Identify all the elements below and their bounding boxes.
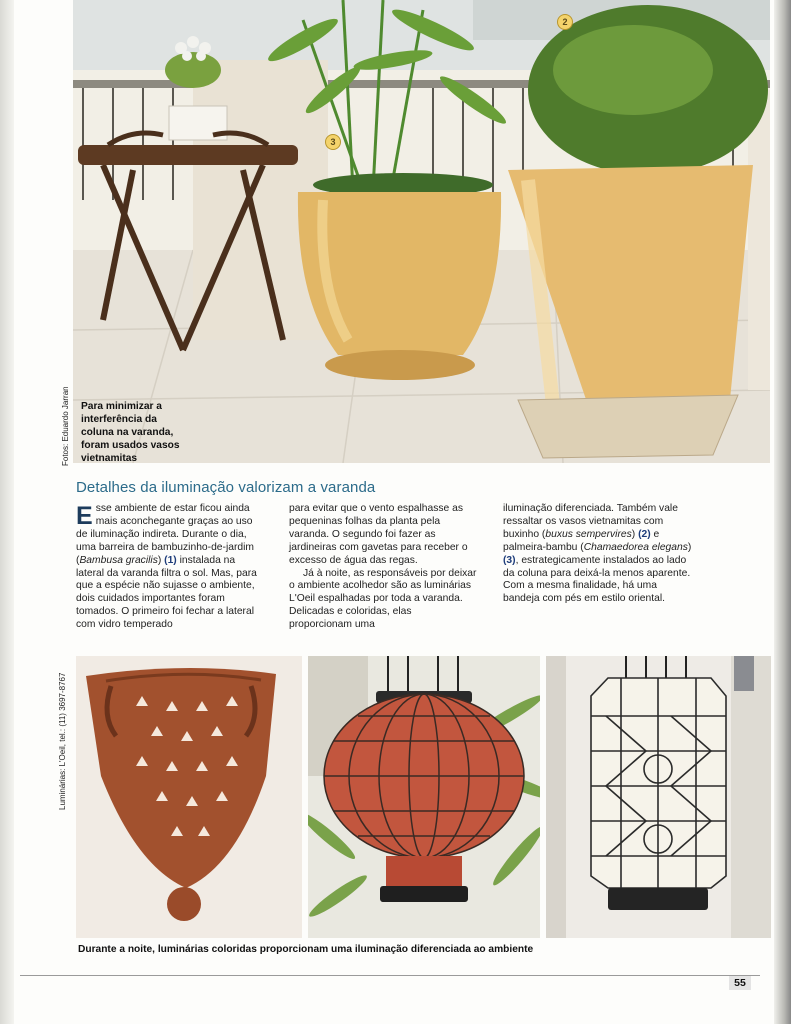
white-lantern-photo [546, 656, 771, 938]
text-run: ) [687, 541, 692, 553]
wall-sconce-illustration [76, 656, 302, 938]
text-run: e palmeira-bambu ( [503, 528, 660, 553]
scientific-name: Bambusa gracilis [79, 554, 158, 566]
lamps-caption: Durante a noite, luminárias coloridas proporcionam uma iluminação diferenciada ao ambiente [78, 944, 534, 955]
hero-photo-balcony [73, 0, 770, 463]
article-paragraph: Já à noite, as responsáveis por deixar o ambiente acolhedor são as luminárias L'Oeil espalhadas por toda a varanda. Delicadas e coloridas, elas proporcionam uma [289, 567, 477, 631]
scientific-name: buxus sempervires [545, 528, 632, 540]
article-headline: Detalhes da iluminação valorizam a varanda [76, 479, 376, 496]
red-lantern-photo [308, 656, 540, 938]
plant-marker-3: 3 [325, 134, 341, 150]
lamps-credit: Luminárias: L'Oeil, tel.: (11) 3697-8767 [58, 672, 67, 810]
text-run: ) [157, 554, 165, 566]
article-paragraph: para evitar que o vento espalhasse as pequeninas folhas da planta pela varanda. O segundo foi fazer as jardineiras com gavetas para receber o excesso de água das regas. [289, 503, 468, 566]
scientific-name: Chamaedorea elegans [583, 541, 688, 553]
text-run: ) [631, 528, 639, 540]
hero-caption: Para minimizar a interferência da coluna na varanda, foram usados vasos vietnamitas [81, 401, 180, 464]
footer-rule [20, 975, 760, 976]
article-paragraph [503, 503, 693, 606]
white-lantern-illustration [546, 656, 771, 938]
text-run: sse ambiente de estar ficou ainda mais aconchegante graças ao uso de iluminação indireta. Durante o dia, uma barreira de bambuzinho-de-jardim ( [76, 503, 254, 566]
article-column-1 [76, 503, 266, 632]
reference-number: (1) [164, 554, 177, 566]
reference-number: (3) [503, 554, 516, 566]
article-column-2 [289, 503, 477, 632]
wall-sconce-photo [76, 656, 302, 938]
drop-cap: E [76, 502, 93, 530]
scan-edge-right [774, 0, 791, 1024]
page-number: 55 [729, 976, 751, 990]
hero-photo-illustration [73, 0, 770, 463]
text-run: instalada na lateral da varanda filtra o sol. Mas, para que a espécie não sujasse o ambiente, dois cuidados importantes foram tomados. O primeiro foi fechar a lateral com vidro temperado [76, 554, 257, 631]
article-paragraph [76, 503, 266, 632]
text-run: iluminação diferenciada. Também vale ressaltar os vasos vietnamitas com buxinho ( [503, 503, 678, 540]
photo-credit: Fotos: Eduardo Jarran [61, 386, 70, 466]
text-run: , estrategicamente instalados ao lado da coluna para deixá-la menos aparente. Com a mesma finalidade, há uma bandeja com pés em estilo oriental. [503, 554, 691, 605]
scan-edge-left [0, 0, 14, 1024]
red-lantern-illustration [308, 656, 540, 938]
plant-marker-2: 2 [557, 14, 573, 30]
article-column-3 [503, 503, 693, 606]
reference-number: (2) [638, 528, 651, 540]
